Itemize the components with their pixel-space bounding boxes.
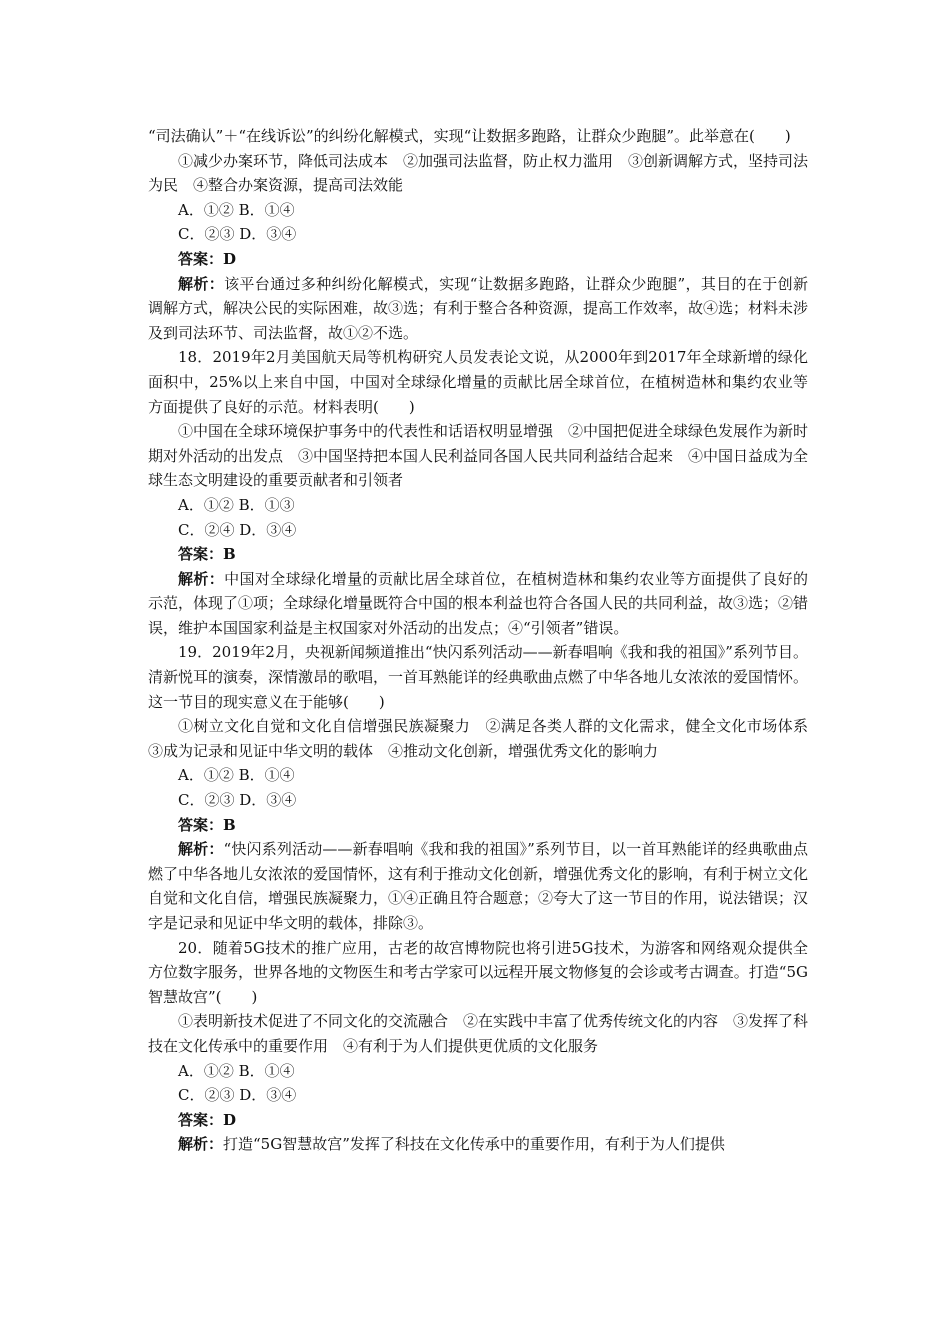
q18-analysis-text: 中国对全球绿化增量的贡献比居全球首位，在植树造林和集约农业等方面提供了良好的示范，体现了①项；全球绿化增量既符合中国的根本利益也符合各国人民的共同利益，故③选；②错误，维护本国国家利益是主权国家对外活动的出发点；④“引领者”错误。: [148, 569, 809, 637]
q20-analysis: [148, 1132, 808, 1157]
q20-answer: 答案：D: [178, 1110, 237, 1129]
q19-options-cd: C．②③ D．③④: [178, 791, 297, 810]
q18-options-cd: C．②④ D．③④: [178, 520, 297, 539]
q20-statements: ①表明新技术促进了不同文化的交流融合 ②在实践中丰富了优秀传统文化的内容 ③发挥了科技在文化传承中的重要作用 ④有利于为人们提供更优质的文化服务: [148, 1012, 809, 1055]
q17-analysis-text: 该平台通过多种纠纷化解模式，实现“让数据多跑路，让群众少跑腿”，其目的在于创新调解方式，解决公民的实际困难，故③选；有利于整合各种资源，提高工作效率，故④选；材料未涉及到司法环节、司法监督，故①②不选。: [148, 274, 809, 342]
q18-options-ab: A．①② B．①③: [178, 495, 295, 514]
q19-options-ab: A．①② B．①④: [178, 766, 295, 785]
q19-analysis-text: “快闪系列活动——新春唱响《我和我的祖国》”系列节目，以一首耳熟能详的经典歌曲点燃了中华各地儿女浓浓的爱国情怀，这有利于推动文化创新，增强优秀文化的影响，有利于树立文化自觉和文化自信，增强民族凝聚力，①④正确且符合题意；②夸大了这一节目的作用，说法错误；汉字是记录和见证中华文明的载体，排除③。: [148, 840, 809, 932]
q19-analysis-label: 解析：: [178, 840, 224, 859]
q18-answer: 答案：B: [178, 545, 236, 564]
q19-analysis: [148, 837, 808, 935]
q20-stem: 20．随着5G技术的推广应用，古老的故宫博物院也将引进5G技术，为游客和网络观众提供全方位数字服务，世界各地的文物医生和考古学家可以远程开展文物修复的会诊或考古调查。打造“5G智慧故宫”( ): [148, 938, 808, 1006]
q17-analysis: [148, 272, 808, 346]
q18-analysis: [148, 567, 808, 641]
q18-stem: 18．2019年2月美国航天局等机构研究人员发表论文说，从2000年到2017年全球新增的绿化面积中，25%以上来自中国，中国对全球绿化增量的贡献比居全球首位，在植树造林和集约农业等方面提供了良好的示范。材料表明( ): [148, 348, 808, 416]
q20-analysis-label: 解析：: [178, 1135, 224, 1154]
q17-statements: ①减少办案环节，降低司法成本 ②加强司法监督，防止权力滥用 ③创新调解方式，坚持司法为民 ④整合办案资源，提高司法效能: [148, 151, 809, 195]
document-page: [148, 124, 824, 1157]
q17-answer: 答案：D: [178, 249, 237, 268]
q19-statements: ①树立文化自觉和文化自信增强民族凝聚力 ②满足各类人群的文化需求，健全文化市场体系 ③成为记录和见证中华文明的载体 ④推动文化创新，增强优秀文化的影响力: [148, 717, 824, 760]
q20-analysis-text: 打造“5G智慧故宫”发挥了科技在文化传承中的重要作用，有利于为人们提供: [223, 1135, 725, 1154]
q17-options-ab: A．①② B．①④: [178, 200, 295, 219]
q19-answer: 答案：B: [178, 815, 236, 834]
q18-analysis-label: 解析：: [178, 569, 225, 588]
q20-options-cd: C．②③ D．③④: [178, 1086, 297, 1105]
q20-options-ab: A．①② B．①④: [178, 1061, 295, 1080]
q17-analysis-label: 解析：: [178, 274, 225, 293]
q19-stem: 19．2019年2月，央视新闻频道推出“快闪系列活动——新春唱响《我和我的祖国》”系列节目。清新悦耳的演奏，深情激昂的歌唱，一首耳熟能详的经典歌曲点燃了中华各地儿女浓浓的爱国情怀。这一节目的现实意义在于能够( ): [148, 643, 809, 711]
q17-stem: “司法确认”＋“在线诉讼”的纠纷化解模式，实现“让数据多跑路，让群众少跑腿”。此举意在( ): [148, 127, 791, 145]
q18-statements: ①中国在全球环境保护事务中的代表性和话语权明显增强 ②中国把促进全球绿色发展作为新时期对外活动的出发点 ③中国坚持把本国人民利益同各国人民共同利益结合起来 ④中国日益成为全球生态文明建设的重要贡献者和引领者: [148, 422, 809, 490]
q17-options-cd: C．②③ D．③④: [178, 225, 297, 244]
